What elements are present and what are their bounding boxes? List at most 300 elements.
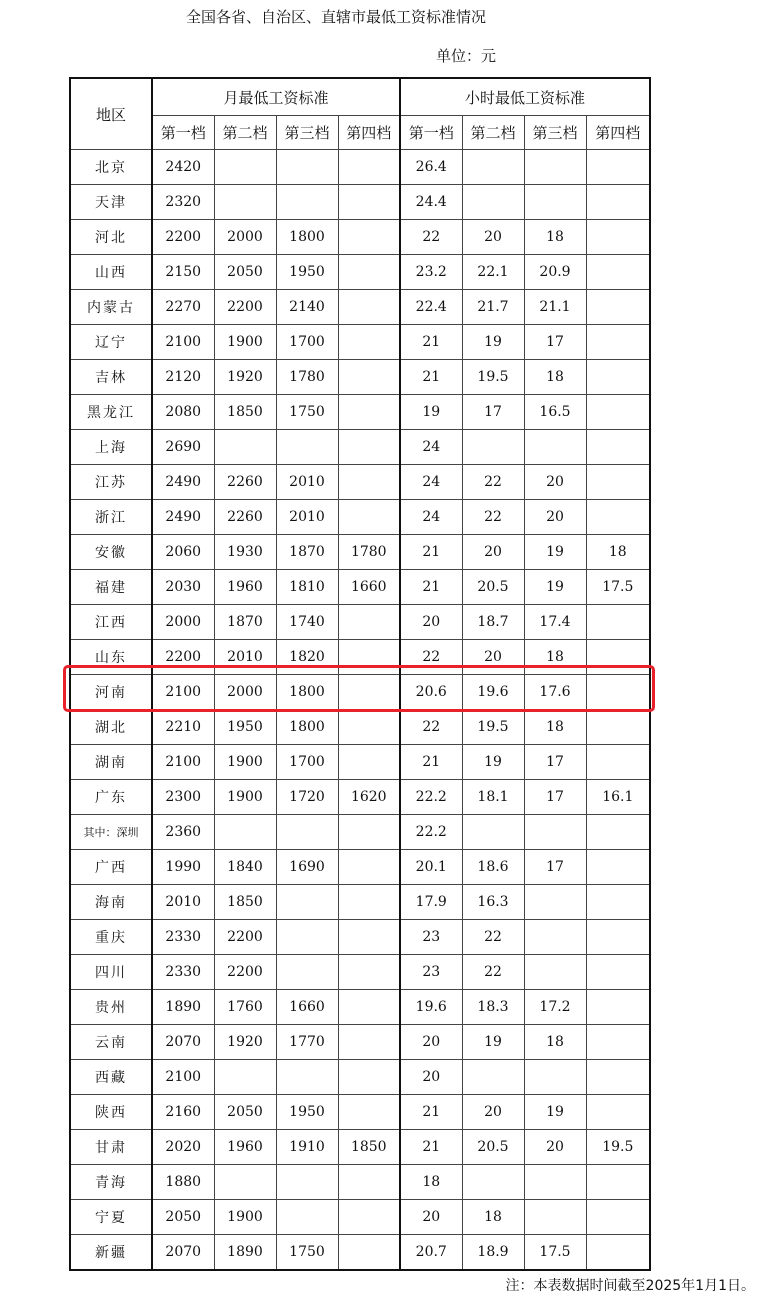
hourly-tier-4-cell	[586, 290, 650, 325]
hourly-tier-2-cell	[462, 185, 524, 220]
table-row	[70, 990, 650, 1025]
monthly-tier-2-cell: 1920	[214, 1025, 276, 1060]
hourly-tier-4-cell	[586, 885, 650, 920]
region-cell: 湖北	[70, 710, 152, 745]
hourly-tier-2-cell: 20.5	[462, 570, 524, 605]
hourly-tier-3-cell: 19	[524, 570, 586, 605]
monthly-tier-2-cell: 1960	[214, 1130, 276, 1165]
monthly-tier-1-cell: 1990	[152, 850, 214, 885]
hourly-tier-2-cell: 20	[462, 1095, 524, 1130]
region-cell: 宁夏	[70, 1200, 152, 1235]
monthly-tier-2-cell: 1900	[214, 325, 276, 360]
region-cell: 湖南	[70, 745, 152, 780]
region-cell: 贵州	[70, 990, 152, 1025]
hourly-tier-3-cell	[524, 1200, 586, 1235]
table-row	[70, 500, 650, 535]
monthly-tier-1-cell: 2300	[152, 780, 214, 815]
hourly-tier-2-cell	[462, 815, 524, 850]
monthly-tier-4-cell	[338, 640, 400, 675]
monthly-tier-4-cell	[338, 955, 400, 990]
hourly-tier-4-cell	[586, 150, 650, 185]
monthly-tier-3-cell	[276, 185, 338, 220]
hourly-tier-3-cell: 17.4	[524, 605, 586, 640]
hourly-tier-4-cell	[586, 1165, 650, 1200]
hourly-tier-3-cell	[524, 885, 586, 920]
hourly-tier-1-cell: 23	[400, 920, 462, 955]
monthly-tier-4-cell	[338, 990, 400, 1025]
monthly-tier-1-cell: 2490	[152, 465, 214, 500]
hourly-tier-1-cell: 23.2	[400, 255, 462, 290]
hourly-tier-3-cell	[524, 185, 586, 220]
monthly-tier-1-cell: 2050	[152, 1200, 214, 1235]
hourly-tier-3-cell	[524, 1165, 586, 1200]
hourly-tier-2-cell: 19.6	[462, 675, 524, 710]
hourly-tier-1-cell: 20.7	[400, 1235, 462, 1271]
monthly-tier-1-cell: 2080	[152, 395, 214, 430]
monthly-tier-4-cell	[338, 430, 400, 465]
monthly-tier-2-cell: 1900	[214, 1200, 276, 1235]
monthly-tier-3-cell: 1950	[276, 1095, 338, 1130]
monthly-tier-3-cell: 1810	[276, 570, 338, 605]
hourly-tier-1-cell: 23	[400, 955, 462, 990]
region-cell: 重庆	[70, 920, 152, 955]
monthly-tier-4-cell	[338, 675, 400, 710]
hourly-tier-4-cell	[586, 920, 650, 955]
monthly-tier-2-cell: 1960	[214, 570, 276, 605]
hourly-tier-3-cell: 18	[524, 640, 586, 675]
hourly-tier-4-cell	[586, 395, 650, 430]
hourly-tier-1-cell: 24	[400, 465, 462, 500]
monthly-tier-1-cell: 2270	[152, 290, 214, 325]
hourly-tier-1-cell: 17.9	[400, 885, 462, 920]
monthly-tier-4-cell	[338, 710, 400, 745]
hourly-tier-2-cell: 21.7	[462, 290, 524, 325]
header-monthly-tier-1: 第一档	[152, 116, 214, 150]
hourly-tier-2-cell: 19	[462, 1025, 524, 1060]
table-row	[70, 185, 650, 220]
table-row	[70, 710, 650, 745]
header-hourly-tier-3: 第三档	[524, 116, 586, 150]
hourly-tier-3-cell: 18	[524, 360, 586, 395]
region-cell: 吉林	[70, 360, 152, 395]
table-row	[70, 465, 650, 500]
monthly-tier-4-cell	[338, 220, 400, 255]
monthly-tier-3-cell: 1750	[276, 1235, 338, 1271]
header-hourly-tier-2: 第二档	[462, 116, 524, 150]
monthly-tier-2-cell: 2200	[214, 290, 276, 325]
footnote: 注：本表数据时间截至2025年1月1日。	[505, 1278, 755, 1294]
hourly-tier-2-cell: 22	[462, 465, 524, 500]
table-row	[70, 920, 650, 955]
hourly-tier-2-cell	[462, 430, 524, 465]
monthly-tier-3-cell: 1770	[276, 1025, 338, 1060]
monthly-tier-3-cell: 1740	[276, 605, 338, 640]
hourly-tier-3-cell: 17.2	[524, 990, 586, 1025]
table-row	[70, 395, 650, 430]
monthly-tier-2-cell: 2000	[214, 220, 276, 255]
monthly-tier-4-cell	[338, 465, 400, 500]
hourly-tier-1-cell: 21	[400, 570, 462, 605]
hourly-tier-3-cell: 20	[524, 1130, 586, 1165]
monthly-tier-4-cell	[338, 1235, 400, 1271]
hourly-tier-3-cell: 17.5	[524, 1235, 586, 1271]
monthly-tier-4-cell	[338, 815, 400, 850]
monthly-tier-1-cell: 2360	[152, 815, 214, 850]
monthly-tier-1-cell: 2020	[152, 1130, 214, 1165]
hourly-tier-4-cell	[586, 710, 650, 745]
hourly-tier-4-cell	[586, 990, 650, 1025]
hourly-tier-1-cell: 19	[400, 395, 462, 430]
hourly-tier-3-cell: 19	[524, 535, 586, 570]
monthly-tier-3-cell: 1910	[276, 1130, 338, 1165]
monthly-tier-2-cell	[214, 815, 276, 850]
table-body	[70, 150, 650, 1271]
monthly-tier-1-cell: 2210	[152, 710, 214, 745]
monthly-tier-2-cell: 1900	[214, 745, 276, 780]
region-cell: 甘肃	[70, 1130, 152, 1165]
hourly-tier-3-cell	[524, 150, 586, 185]
hourly-tier-1-cell: 26.4	[400, 150, 462, 185]
hourly-tier-4-cell	[586, 255, 650, 290]
table-row	[70, 815, 650, 850]
monthly-tier-2-cell: 1920	[214, 360, 276, 395]
monthly-tier-4-cell: 1620	[338, 780, 400, 815]
hourly-tier-1-cell: 19.6	[400, 990, 462, 1025]
hourly-tier-1-cell: 20	[400, 1200, 462, 1235]
monthly-tier-1-cell: 2320	[152, 185, 214, 220]
monthly-tier-2-cell: 1930	[214, 535, 276, 570]
region-cell: 西藏	[70, 1060, 152, 1095]
monthly-tier-1-cell: 2200	[152, 220, 214, 255]
hourly-tier-2-cell: 20	[462, 640, 524, 675]
monthly-tier-3-cell: 1780	[276, 360, 338, 395]
header-monthly-tier-3: 第三档	[276, 116, 338, 150]
monthly-tier-3-cell: 1660	[276, 990, 338, 1025]
region-cell: 云南	[70, 1025, 152, 1060]
monthly-tier-4-cell	[338, 885, 400, 920]
hourly-tier-3-cell: 18	[524, 710, 586, 745]
region-cell: 海南	[70, 885, 152, 920]
region-cell: 江苏	[70, 465, 152, 500]
monthly-tier-3-cell: 1750	[276, 395, 338, 430]
header-monthly-tier-4: 第四档	[338, 116, 400, 150]
monthly-tier-1-cell: 2030	[152, 570, 214, 605]
hourly-tier-1-cell: 20	[400, 1060, 462, 1095]
monthly-tier-2-cell	[214, 1165, 276, 1200]
monthly-tier-1-cell: 2070	[152, 1235, 214, 1271]
minimum-wage-table	[69, 77, 651, 1271]
monthly-tier-4-cell	[338, 150, 400, 185]
monthly-tier-1-cell: 2120	[152, 360, 214, 395]
monthly-tier-4-cell	[338, 290, 400, 325]
table-row	[70, 1200, 650, 1235]
hourly-tier-4-cell	[586, 640, 650, 675]
monthly-tier-1-cell: 2100	[152, 675, 214, 710]
region-cell: 河北	[70, 220, 152, 255]
hourly-tier-2-cell: 19.5	[462, 360, 524, 395]
monthly-tier-3-cell: 1700	[276, 325, 338, 360]
hourly-tier-3-cell: 20	[524, 500, 586, 535]
hourly-tier-4-cell	[586, 850, 650, 885]
hourly-tier-1-cell: 18	[400, 1165, 462, 1200]
hourly-tier-1-cell: 21	[400, 535, 462, 570]
hourly-tier-1-cell: 21	[400, 745, 462, 780]
table-row	[70, 605, 650, 640]
monthly-tier-4-cell	[338, 1200, 400, 1235]
hourly-tier-2-cell: 18.1	[462, 780, 524, 815]
hourly-tier-2-cell: 18.9	[462, 1235, 524, 1271]
table-row	[70, 1060, 650, 1095]
monthly-tier-3-cell	[276, 885, 338, 920]
header-hourly-tier-4: 第四档	[586, 116, 650, 150]
table-row	[70, 850, 650, 885]
monthly-tier-3-cell	[276, 1200, 338, 1235]
table-row	[70, 255, 650, 290]
region-cell: 上海	[70, 430, 152, 465]
hourly-tier-3-cell: 21.1	[524, 290, 586, 325]
monthly-tier-4-cell	[338, 360, 400, 395]
monthly-tier-3-cell: 1700	[276, 745, 338, 780]
monthly-tier-3-cell: 1800	[276, 710, 338, 745]
hourly-tier-4-cell: 18	[586, 535, 650, 570]
table-row	[70, 745, 650, 780]
table-row	[70, 360, 650, 395]
hourly-tier-1-cell: 22	[400, 640, 462, 675]
hourly-tier-1-cell: 21	[400, 325, 462, 360]
monthly-tier-1-cell: 2160	[152, 1095, 214, 1130]
monthly-tier-2-cell: 1850	[214, 885, 276, 920]
hourly-tier-4-cell	[586, 815, 650, 850]
hourly-tier-2-cell: 16.3	[462, 885, 524, 920]
hourly-tier-4-cell	[586, 1200, 650, 1235]
hourly-tier-3-cell: 19	[524, 1095, 586, 1130]
hourly-tier-3-cell	[524, 430, 586, 465]
hourly-tier-4-cell	[586, 1235, 650, 1271]
table-header	[70, 78, 650, 150]
monthly-tier-2-cell	[214, 150, 276, 185]
hourly-tier-2-cell: 19.5	[462, 710, 524, 745]
monthly-tier-1-cell: 2690	[152, 430, 214, 465]
hourly-tier-3-cell	[524, 1060, 586, 1095]
table-row	[70, 955, 650, 990]
header-hourly-group: 小时最低工资标准	[400, 78, 650, 116]
monthly-tier-4-cell	[338, 605, 400, 640]
monthly-tier-2-cell: 1760	[214, 990, 276, 1025]
monthly-tier-2-cell: 1950	[214, 710, 276, 745]
monthly-tier-2-cell: 1900	[214, 780, 276, 815]
hourly-tier-2-cell: 22.1	[462, 255, 524, 290]
monthly-tier-4-cell	[338, 1165, 400, 1200]
monthly-tier-1-cell: 2000	[152, 605, 214, 640]
hourly-tier-4-cell	[586, 360, 650, 395]
hourly-tier-2-cell: 22	[462, 955, 524, 990]
hourly-tier-4-cell	[586, 1025, 650, 1060]
monthly-tier-3-cell	[276, 815, 338, 850]
hourly-tier-4-cell	[586, 1095, 650, 1130]
table-row	[70, 1095, 650, 1130]
hourly-tier-4-cell	[586, 465, 650, 500]
monthly-tier-4-cell: 1780	[338, 535, 400, 570]
monthly-tier-4-cell	[338, 920, 400, 955]
monthly-tier-4-cell	[338, 255, 400, 290]
hourly-tier-4-cell	[586, 955, 650, 990]
hourly-tier-2-cell	[462, 1165, 524, 1200]
monthly-tier-3-cell: 2010	[276, 465, 338, 500]
table-row	[70, 570, 650, 605]
monthly-tier-4-cell	[338, 1095, 400, 1130]
header-region: 地区	[70, 78, 152, 150]
monthly-tier-2-cell	[214, 430, 276, 465]
monthly-tier-2-cell	[214, 1060, 276, 1095]
monthly-tier-2-cell: 1870	[214, 605, 276, 640]
monthly-tier-1-cell: 2200	[152, 640, 214, 675]
monthly-tier-2-cell: 2050	[214, 1095, 276, 1130]
monthly-tier-3-cell: 1800	[276, 675, 338, 710]
monthly-tier-1-cell: 2010	[152, 885, 214, 920]
monthly-tier-4-cell	[338, 185, 400, 220]
hourly-tier-4-cell	[586, 500, 650, 535]
hourly-tier-3-cell: 20.9	[524, 255, 586, 290]
hourly-tier-2-cell	[462, 1060, 524, 1095]
table-row	[70, 535, 650, 570]
region-cell: 其中：深圳	[70, 815, 152, 850]
monthly-tier-1-cell: 1880	[152, 1165, 214, 1200]
document-title: 全国各省、自治区、直辖市最低工资标准情况	[185, 8, 486, 26]
monthly-tier-2-cell: 2200	[214, 955, 276, 990]
monthly-tier-1-cell: 2070	[152, 1025, 214, 1060]
monthly-tier-3-cell	[276, 1165, 338, 1200]
monthly-tier-2-cell: 2200	[214, 920, 276, 955]
table-row	[70, 885, 650, 920]
monthly-tier-3-cell: 1800	[276, 220, 338, 255]
region-cell: 河南	[70, 675, 152, 710]
hourly-tier-4-cell	[586, 220, 650, 255]
monthly-tier-4-cell	[338, 325, 400, 360]
header-monthly-tier-2: 第二档	[214, 116, 276, 150]
hourly-tier-1-cell: 20	[400, 1025, 462, 1060]
table-row	[70, 150, 650, 185]
monthly-tier-4-cell	[338, 395, 400, 430]
hourly-tier-3-cell	[524, 920, 586, 955]
monthly-tier-3-cell: 1950	[276, 255, 338, 290]
hourly-tier-2-cell: 22	[462, 500, 524, 535]
monthly-tier-1-cell: 2330	[152, 920, 214, 955]
hourly-tier-1-cell: 22.4	[400, 290, 462, 325]
hourly-tier-1-cell: 22.2	[400, 780, 462, 815]
region-cell: 广东	[70, 780, 152, 815]
table-row	[70, 430, 650, 465]
hourly-tier-2-cell: 22	[462, 920, 524, 955]
hourly-tier-4-cell	[586, 675, 650, 710]
hourly-tier-3-cell: 17	[524, 850, 586, 885]
monthly-tier-3-cell: 2010	[276, 500, 338, 535]
hourly-tier-1-cell: 21	[400, 1095, 462, 1130]
monthly-tier-2-cell: 2000	[214, 675, 276, 710]
monthly-tier-3-cell	[276, 1060, 338, 1095]
region-cell: 北京	[70, 150, 152, 185]
monthly-tier-2-cell: 2050	[214, 255, 276, 290]
monthly-tier-2-cell	[214, 185, 276, 220]
hourly-tier-1-cell: 22	[400, 220, 462, 255]
table-row-highlighted	[70, 675, 650, 710]
hourly-tier-4-cell	[586, 185, 650, 220]
monthly-tier-2-cell: 2260	[214, 500, 276, 535]
hourly-tier-2-cell: 17	[462, 395, 524, 430]
monthly-tier-2-cell: 1890	[214, 1235, 276, 1271]
hourly-tier-4-cell: 16.1	[586, 780, 650, 815]
region-cell: 黑龙江	[70, 395, 152, 430]
hourly-tier-2-cell: 20.5	[462, 1130, 524, 1165]
hourly-tier-3-cell: 16.5	[524, 395, 586, 430]
hourly-tier-4-cell: 17.5	[586, 570, 650, 605]
hourly-tier-2-cell: 20	[462, 535, 524, 570]
hourly-tier-1-cell: 21	[400, 1130, 462, 1165]
region-cell: 福建	[70, 570, 152, 605]
hourly-tier-3-cell: 17	[524, 325, 586, 360]
hourly-tier-1-cell: 21	[400, 360, 462, 395]
hourly-tier-3-cell: 17.6	[524, 675, 586, 710]
table-row	[70, 780, 650, 815]
hourly-tier-2-cell: 18	[462, 1200, 524, 1235]
monthly-tier-2-cell: 2010	[214, 640, 276, 675]
monthly-tier-4-cell: 1850	[338, 1130, 400, 1165]
hourly-tier-4-cell	[586, 605, 650, 640]
monthly-tier-4-cell	[338, 500, 400, 535]
hourly-tier-4-cell: 19.5	[586, 1130, 650, 1165]
hourly-tier-1-cell: 20	[400, 605, 462, 640]
monthly-tier-3-cell	[276, 430, 338, 465]
hourly-tier-1-cell: 24.4	[400, 185, 462, 220]
hourly-tier-2-cell: 20	[462, 220, 524, 255]
hourly-tier-2-cell: 19	[462, 325, 524, 360]
monthly-tier-3-cell: 1690	[276, 850, 338, 885]
monthly-tier-2-cell: 1850	[214, 395, 276, 430]
hourly-tier-3-cell: 20	[524, 465, 586, 500]
region-cell: 浙江	[70, 500, 152, 535]
hourly-tier-3-cell: 17	[524, 745, 586, 780]
monthly-tier-3-cell: 1870	[276, 535, 338, 570]
hourly-tier-2-cell: 18.3	[462, 990, 524, 1025]
hourly-tier-4-cell	[586, 325, 650, 360]
region-cell: 四川	[70, 955, 152, 990]
region-cell: 广西	[70, 850, 152, 885]
monthly-tier-4-cell: 1660	[338, 570, 400, 605]
hourly-tier-4-cell	[586, 1060, 650, 1095]
hourly-tier-4-cell	[586, 745, 650, 780]
region-cell: 安徽	[70, 535, 152, 570]
monthly-tier-3-cell	[276, 955, 338, 990]
table-row	[70, 1130, 650, 1165]
region-cell: 山东	[70, 640, 152, 675]
monthly-tier-1-cell: 2150	[152, 255, 214, 290]
hourly-tier-3-cell: 17	[524, 780, 586, 815]
table-row	[70, 640, 650, 675]
monthly-tier-1-cell: 2330	[152, 955, 214, 990]
hourly-tier-1-cell: 24	[400, 430, 462, 465]
region-cell: 天津	[70, 185, 152, 220]
hourly-tier-3-cell: 18	[524, 1025, 586, 1060]
monthly-tier-1-cell: 2100	[152, 1060, 214, 1095]
monthly-tier-1-cell: 2490	[152, 500, 214, 535]
monthly-tier-4-cell	[338, 1025, 400, 1060]
monthly-tier-2-cell: 1840	[214, 850, 276, 885]
region-cell: 内蒙古	[70, 290, 152, 325]
unit-label: 单位：元	[436, 47, 497, 65]
monthly-tier-4-cell	[338, 745, 400, 780]
monthly-tier-1-cell: 2420	[152, 150, 214, 185]
hourly-tier-1-cell: 24	[400, 500, 462, 535]
monthly-tier-1-cell: 2060	[152, 535, 214, 570]
